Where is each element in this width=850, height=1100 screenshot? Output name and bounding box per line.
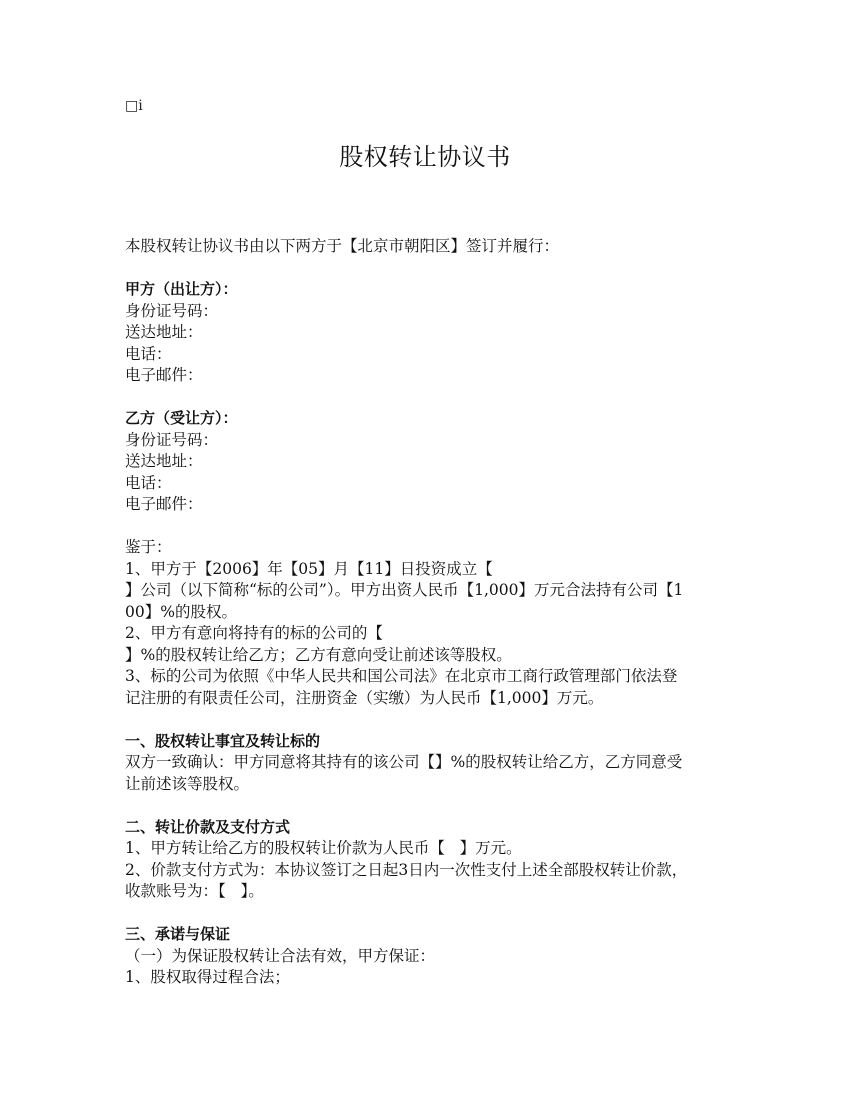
party-a-id-label: 身份证号码： [125,301,219,320]
party-b-email-label: 电子邮件： [125,495,203,513]
section-1-heading: 一、股权转让事宜及转让标的 [125,731,321,750]
whereas-item-1-line-2: 】公司（以下简称“标的公司”）。甲方出资人民币【1,000】万元合法持有公司【1 [125,581,684,599]
whereas-item-1-line-1: 1、甲方于【2006】年【05】月【11】日投资成立【 [125,559,493,578]
section-3-heading: 三、承诺与保证 [125,925,231,943]
whereas-block [125,537,725,709]
whereas-heading: 鉴于： [125,538,172,556]
party-a-block [125,279,725,387]
party-b-address-label: 送达地址： [125,452,203,470]
party-a-phone-label: 电话： [125,344,172,363]
section-2-heading: 二、转让价款及支付方式 [125,817,291,836]
header-mark: □i [125,98,143,114]
intro-paragraph: 本股权转让协议书由以下两方于【北京市朝阳区】签订并履行： [125,237,560,255]
party-a-email-label: 电子邮件： [125,366,203,384]
document-title: 股权转让协议书 [339,143,511,171]
section-1-line-2: 让前述该等股权。 [125,774,250,793]
section-3 [125,924,725,989]
party-b-heading: 乙方（受让方）： [125,409,238,427]
party-b-block [125,408,725,516]
section-2-line-2: 2、价款支付方式为：本协议签订之日起3日内一次性支付上述全部股权转让价款， [125,860,688,879]
whereas-item-1-line-3: 00】%的股权。 [125,602,237,621]
party-a-address-label: 送达地址： [125,323,203,341]
party-a-heading: 甲方（出让方）： [125,280,238,298]
document-page [125,96,725,989]
party-b-phone-label: 电话： [125,473,172,492]
whereas-item-2-line-2: 】%的股权转让给乙方；乙方有意向受让前述该等股权。 [125,645,512,664]
section-1 [125,731,725,796]
section-3-line-1: （一）为保证股权转让合法有效，甲方保证： [125,946,436,965]
whereas-item-2-line-1: 2、甲方有意向将持有的标的公司的【 [125,624,383,642]
party-b-id-label: 身份证号码： [125,430,219,449]
section-2 [125,817,725,903]
section-2-line-1: 1、甲方转让给乙方的股权转让价款为人民币【 】万元。 [125,839,522,857]
whereas-item-3-line-1: 3、标的公司为依照《中华人民共和国公司法》在北京市工商行政管理部门依法登 [125,667,678,685]
section-2-line-3: 收款账号为：【 】。 [125,882,264,900]
section-3-line-2: 1、股权取得过程合法； [125,968,290,986]
section-1-line-1: 双方一致确认：甲方同意将其持有的该公司【】%的股权转让给乙方，乙方同意受 [125,753,683,771]
whereas-item-3-line-2: 记注册的有限责任公司，注册资金（实缴）为人民币【1,000】万元。 [125,688,604,707]
